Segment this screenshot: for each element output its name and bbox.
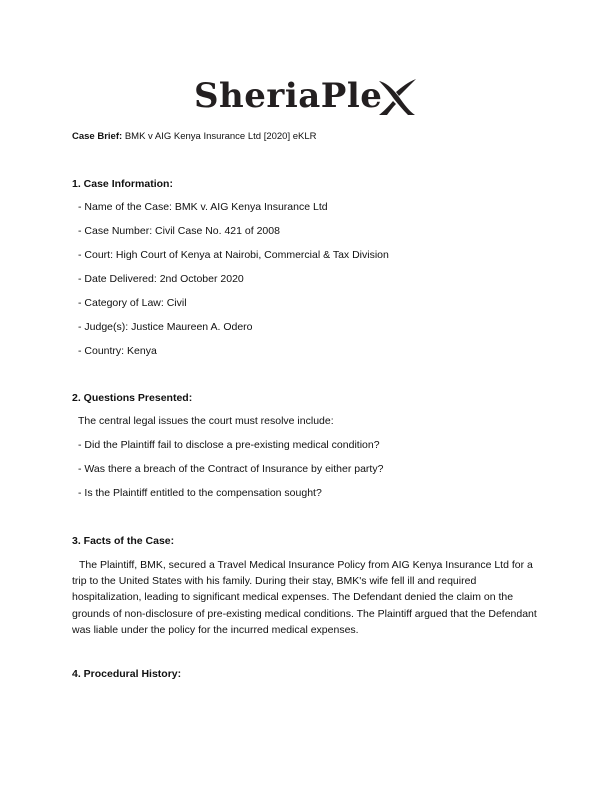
sheriaplex-logo [194,74,424,122]
case-brief-label: Case Brief: [72,131,123,142]
logo-wordmark: SheriaPle [194,76,383,116]
list-item: - Name of the Case: BMK v. AIG Kenya Insurance Ltd [78,201,328,213]
section-heading-facts: 3. Facts of the Case: [72,535,175,547]
list-item: - Did the Plaintiff fail to disclose a pre-existing medical condition? [78,439,380,451]
list-item: - Is the Plaintiff entitled to the compensation sought? [78,487,322,499]
list-item: - Case Number: Civil Case No. 421 of 2008 [78,225,280,237]
list-item: - Date Delivered: 2nd October 2020 [78,273,244,285]
case-brief-name: BMK v AIG Kenya Insurance Ltd [2020] eKLR [124,131,317,142]
x-mark-icon [377,77,417,117]
section-heading-procedural-history: 4. Procedural History: [72,668,182,680]
case-brief-title [72,131,317,142]
list-item: - Was there a breach of the Contract of Insurance by either party? [78,463,384,475]
list-item: - Country: Kenya [78,345,157,357]
section-heading-case-information: 1. Case Information: [72,178,173,190]
section-heading-questions: 2. Questions Presented: [72,392,193,404]
list-item: - Court: High Court of Kenya at Nairobi, Commercial & Tax Division [78,249,389,261]
questions-intro: The central legal issues the court must resolve include: [78,415,334,427]
list-item: - Judge(s): Justice Maureen A. Odero [78,321,253,333]
facts-paragraph: The Plaintiff, BMK, secured a Travel Medical Insurance Policy from AIG Kenya Insurance Ltd for a trip to the United States with his family. During their stay, BMK's wife fell ill and required hospitalization, leading to significant medical expenses. The Defendant denied the claim on the grounds of non-disclosure of pre-existing medical conditions. The Plaintiff argued that the Defendant was liable under the policy for the incurred medical expenses. [72,559,537,636]
list-item: - Category of Law: Civil [78,297,187,309]
